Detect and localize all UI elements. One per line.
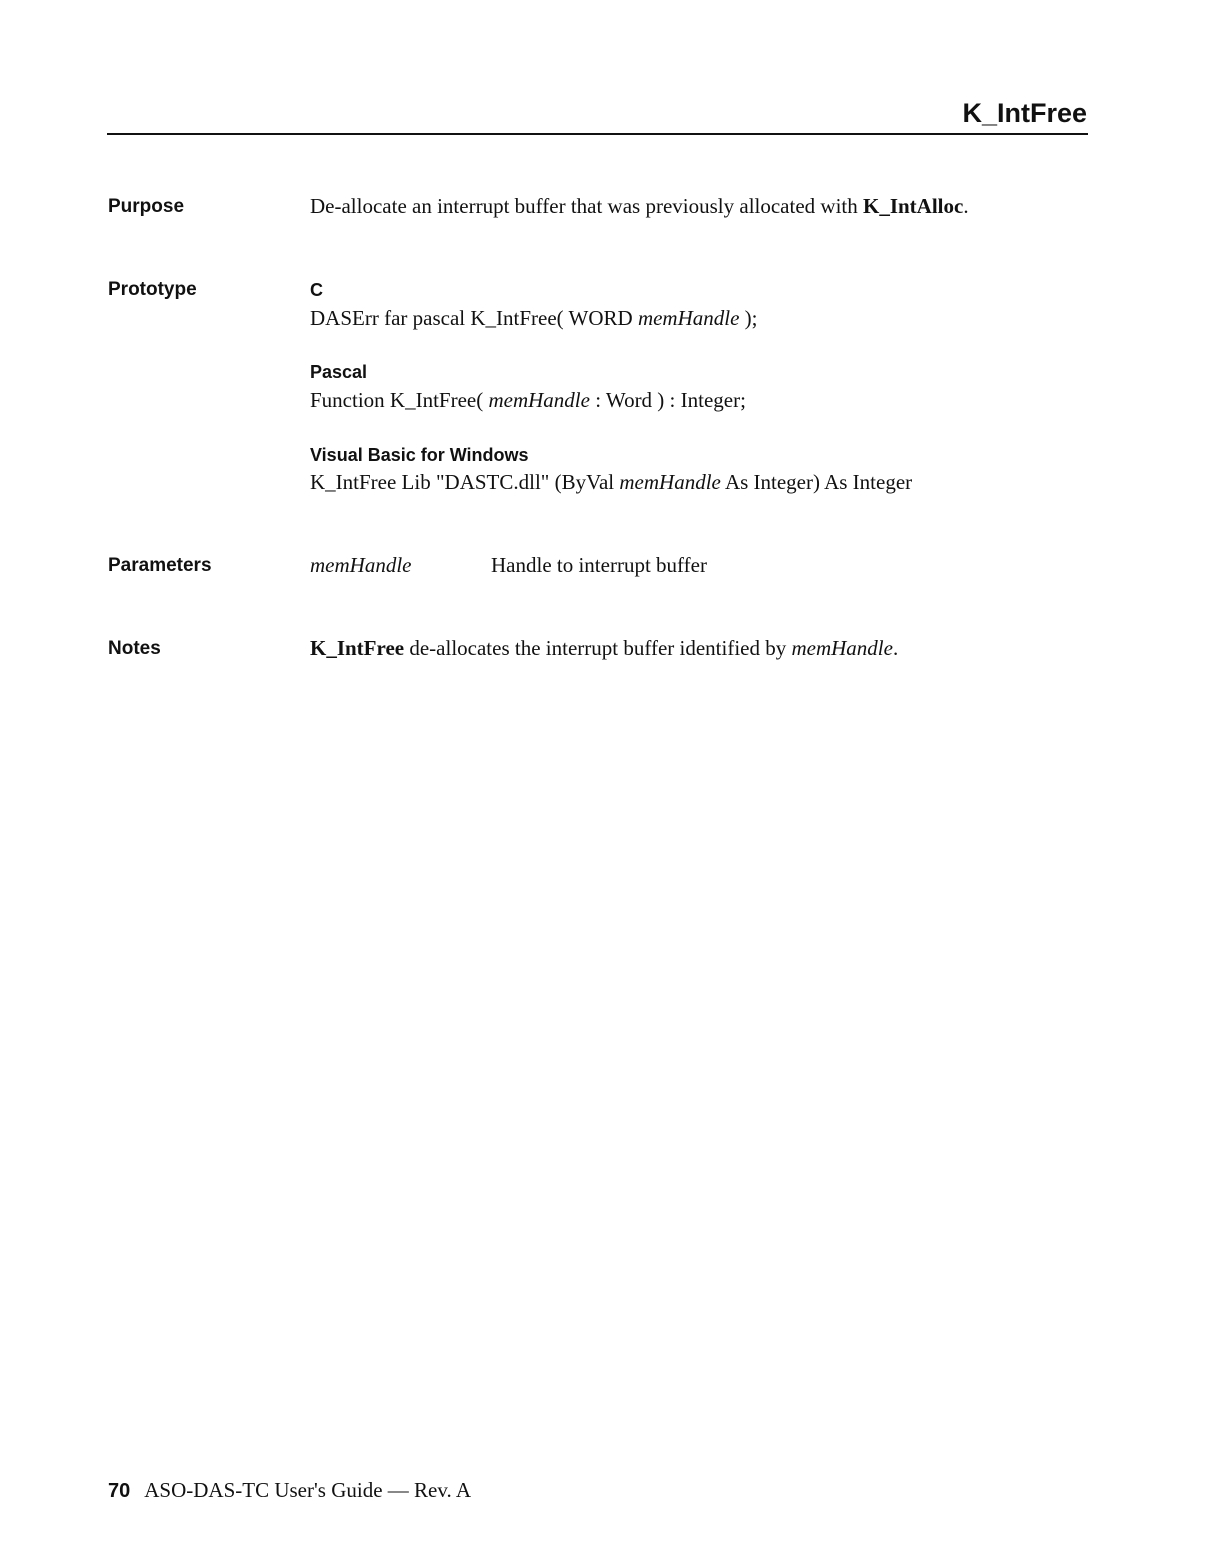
notes-text: K_IntFree de-allocates the interrupt buffer identified by memHandle. xyxy=(310,636,899,660)
c-heading: C xyxy=(310,280,323,300)
page-title: K_IntFree xyxy=(962,98,1087,128)
c-prototype: DASErr far pascal K_IntFree( WORD memHandle ); xyxy=(310,306,758,330)
purpose-text: De-allocate an interrupt buffer that was previously allocated with K_IntAlloc. xyxy=(310,194,969,218)
param-description: Handle to interrupt buffer xyxy=(491,553,707,577)
function-ref: K_IntAlloc xyxy=(863,194,964,218)
purpose-label: Purpose xyxy=(108,196,185,217)
function-ref: K_IntFree xyxy=(310,636,405,660)
page-number: 70 xyxy=(108,1480,131,1502)
notes-label: Notes xyxy=(108,638,161,659)
vb-prototype: K_IntFree Lib "DASTC.dll" (ByVal memHandle As Integer) As Integer xyxy=(310,470,913,494)
page-footer xyxy=(108,1478,471,1503)
pascal-heading: Pascal xyxy=(310,362,368,382)
footer-text: ASO-DAS-TC User's Guide — Rev. A xyxy=(144,1478,471,1502)
pascal-prototype: Function K_IntFree( memHandle : Word ) : Integer; xyxy=(310,388,746,412)
param-name: memHandle xyxy=(310,553,412,577)
prototype-label: Prototype xyxy=(108,279,197,300)
vb-heading: Visual Basic for Windows xyxy=(310,445,529,465)
header-rule xyxy=(107,133,1088,135)
parameters-label: Parameters xyxy=(108,555,212,576)
